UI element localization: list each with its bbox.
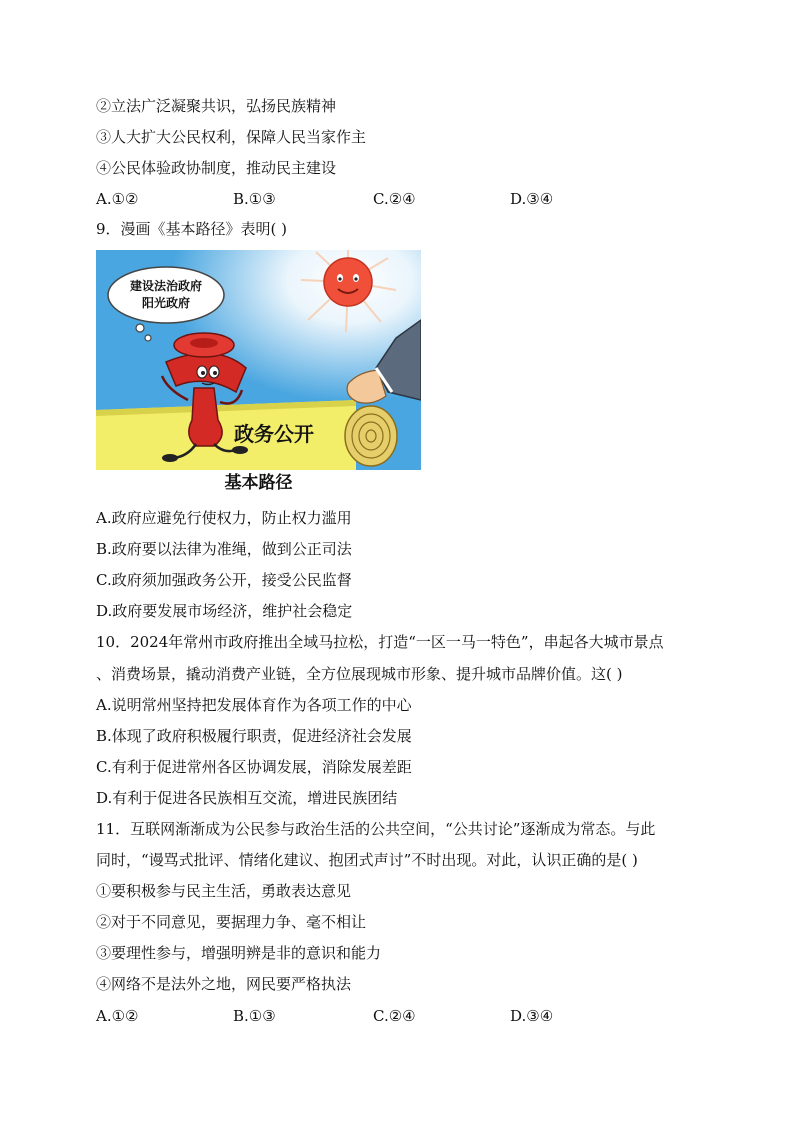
- q11-option-d[interactable]: D.③④: [510, 1007, 554, 1025]
- comic-basic-path: [96, 250, 421, 470]
- q11-item-1: ①要积极参与民主生活，勇敢表达意见: [96, 882, 352, 900]
- q8-item-4: ④公民体验政协制度，推动民主建设: [96, 159, 337, 177]
- q11-option-a[interactable]: A.①②: [96, 1007, 139, 1025]
- q10-option-a[interactable]: A.说明常州坚持把发展体育作为各项工作的中心: [96, 696, 412, 714]
- q11-item-3: ③要理性参与，增强明辨是非的意识和能力: [96, 944, 382, 962]
- q11-item-4: ④网络不是法外之地，网民要严格执法: [96, 975, 352, 993]
- smiling-sun: [324, 258, 372, 306]
- q9-stem: 9．漫画《基本路径》表明( ): [96, 220, 288, 238]
- q10-option-b[interactable]: B.体现了政府积极履行职责，促进经济社会发展: [96, 727, 412, 745]
- q10-option-c[interactable]: C.有利于促进常州各区协调发展，消除发展差距: [96, 758, 412, 776]
- q11-option-b[interactable]: B.①③: [233, 1007, 276, 1025]
- q9-option-d[interactable]: D.政府要发展市场经济，维护社会稳定: [96, 602, 353, 620]
- q11-options: [96, 1006, 616, 1026]
- q8-item-3: ③人大扩大公民权利，保障人民当家作主: [96, 128, 367, 146]
- q11-option-c[interactable]: C.②④: [373, 1007, 416, 1025]
- q8-item-2: ②立法广泛凝聚共识，弘扬民族精神: [96, 97, 337, 115]
- carpet-text: 政务公开: [234, 422, 314, 446]
- bubble-line-2: 阳光政府: [141, 296, 191, 310]
- q8-options: [96, 189, 616, 209]
- q11-item-2: ②对于不同意见，要据理力争、毫不相让: [96, 913, 367, 931]
- q8-option-d[interactable]: D.③④: [510, 190, 554, 208]
- q8-option-b[interactable]: B.①③: [233, 190, 276, 208]
- q9-option-a[interactable]: A.政府应避免行使权力，防止权力滥用: [96, 509, 352, 527]
- comic-caption: 基本路径: [224, 473, 293, 493]
- q9-option-b[interactable]: B.政府要以法律为准绳，做到公正司法: [96, 540, 352, 558]
- q8-option-a[interactable]: A.①②: [96, 190, 139, 208]
- q11-stem-line-1: 11．互联网渐渐成为公民参与政治生活的公共空间，“公共讨论”逐渐成为常态。与此: [96, 820, 656, 838]
- q10-stem-line-1: 10．2024年常州市政府推出全域马拉松，打造“一区一马一特色”，串起各大城市景点: [96, 633, 664, 651]
- q9-option-c[interactable]: C.政府须加强政务公开，接受公民监督: [96, 571, 352, 589]
- bubble-line-1: 建设法治政府: [129, 279, 203, 293]
- q10-option-d[interactable]: D.有利于促进各民族相互交流，增进民族团结: [96, 789, 398, 807]
- q10-stem-line-2: 、消费场景，撬动消费产业链，全方位展现城市形象、提升城市品牌价值。这( ): [96, 665, 623, 683]
- carpet-roll: [345, 406, 397, 466]
- q11-stem-line-2: 同时，“谩骂式批评、情绪化建议、抱团式声讨”不时出现。对此，认识正确的是( ): [96, 851, 638, 869]
- q8-option-c[interactable]: C.②④: [373, 190, 416, 208]
- comic-illustration: [96, 250, 421, 470]
